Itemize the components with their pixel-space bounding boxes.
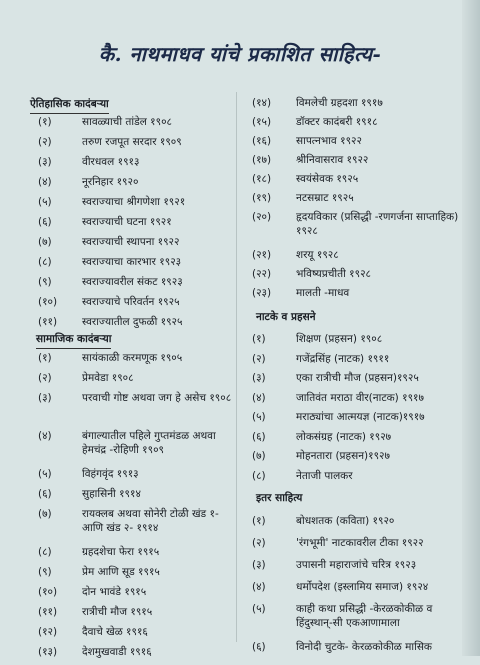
item-number: (६) [252, 641, 266, 653]
item-title: नटसम्राट १९२५ [296, 192, 354, 204]
list-item [250, 267, 465, 286]
list-item [250, 210, 465, 248]
section-heading-plays: नाटके व प्रहसने [256, 311, 316, 323]
item-number: (११) [38, 606, 58, 618]
list-item [250, 371, 465, 391]
item-title: दैवाचे खेळ १९१६ [82, 626, 148, 638]
item-title: प्रेम आणि सूड १९१५ [82, 566, 160, 578]
list-item [36, 625, 232, 645]
item-title: स्वराज्याचा श्रीगणेशा १९२१ [82, 196, 186, 208]
item-title: दोन भावंडे १९१५ [82, 586, 147, 598]
list-item [250, 514, 465, 536]
item-title: सावळ्याची तांडेल १९०८ [82, 116, 173, 128]
list-item [250, 115, 465, 134]
item-number: (१०) [38, 296, 58, 308]
list-item [36, 429, 232, 467]
item-number: (४) [38, 430, 52, 442]
item-title: लोकसंग्रह (नाटक) १९२७ [296, 430, 392, 443]
list-item [250, 469, 465, 489]
item-title: सुहासिनी १९१४ [82, 488, 141, 500]
item-number: (६) [38, 488, 52, 500]
social-novels-list [36, 351, 232, 665]
item-title: विमलेची ग्रहदशा १९१७ [296, 97, 383, 109]
list-item [250, 286, 465, 305]
list-item [250, 580, 465, 602]
item-title: देशमुखवाडी १९१६ [82, 646, 152, 658]
item-title: परवाची गोष्ट अथवा जग हे असेच १९०८ [82, 392, 232, 404]
list-item [36, 115, 232, 135]
list-item [36, 135, 232, 155]
column-divider [236, 92, 237, 642]
list-item [250, 602, 465, 640]
list-item [250, 332, 465, 352]
item-number: (३) [38, 392, 52, 404]
list-item [36, 351, 232, 371]
item-number: (८) [38, 546, 52, 558]
item-number: (१७) [252, 154, 272, 166]
social-novels-list-cont [250, 96, 465, 305]
item-title: वीरधवल १९१३ [82, 156, 140, 168]
item-number: (१९) [252, 192, 272, 204]
item-number: (१६) [252, 135, 272, 147]
list-item [36, 487, 232, 507]
item-title: काही कथा प्रसिद्धी -केरळकोकीळ व हिंदुस्थान्-सी एकआणामाला [296, 603, 433, 629]
list-item [250, 558, 465, 580]
item-number: (१५) [252, 116, 272, 128]
item-number: (१२) [38, 626, 58, 638]
item-number: (१८) [252, 173, 272, 185]
list-item [250, 430, 465, 450]
item-number: (९) [38, 276, 52, 288]
item-title: श्रीनिवासराव १९२२ [296, 154, 369, 166]
list-item [250, 134, 465, 153]
list-item [36, 255, 232, 275]
item-number: (१) [252, 333, 266, 345]
list-item [250, 536, 465, 558]
list-item [36, 195, 232, 215]
item-title: जातिवंत मराठा वीर(नाटक) १९१७ [296, 391, 424, 404]
list-item [36, 275, 232, 295]
item-number: (२) [38, 136, 52, 148]
list-item [36, 645, 232, 665]
plays-list [250, 332, 465, 488]
item-number: (२१) [252, 249, 272, 261]
item-title: स्वयंसेवक १९२५ [296, 173, 359, 185]
list-item [36, 295, 232, 315]
other-works-list [250, 514, 465, 662]
item-title: विहंगवृंद १९१३ [82, 468, 139, 480]
item-number: (१) [252, 515, 266, 527]
item-number: (७) [252, 450, 266, 462]
item-number: (३) [38, 156, 52, 168]
item-title: भविष्यप्रचीती १९२८ [296, 268, 371, 280]
list-item [36, 391, 232, 429]
item-title: नेताजी पालकर [296, 469, 353, 482]
item-title: विनोदी चुटके- केरळकोकीळ मासिक [296, 641, 432, 653]
page-title: कै. नाथमाधव यांचे प्रकाशित साहित्य- [98, 42, 382, 66]
item-number: (५) [38, 468, 52, 480]
item-number: (१) [38, 116, 52, 128]
item-title: धर्मोपदेश (इस्लामिय समाज) १९२४ [296, 581, 429, 593]
item-number: (३) [252, 372, 266, 384]
item-title: बोधशतक (कविता) १९२० [296, 515, 395, 527]
item-title: स्वराज्याची स्थापना १९२२ [82, 236, 180, 248]
item-title: मोहनतारा (प्रहसन)१९२७ [296, 450, 390, 462]
list-item [36, 215, 232, 235]
item-number: (७) [38, 236, 52, 248]
item-number: (२) [38, 372, 52, 384]
item-title: स्वराज्यावरील संकट १९२३ [82, 276, 183, 288]
item-number: (८) [38, 256, 52, 268]
list-item [250, 248, 465, 267]
item-number: (४) [38, 176, 52, 188]
list-item [36, 371, 232, 391]
item-title: हृदयविकार (प्रसिद्धी -रणगर्जना साप्ताहिक) १९२८ [296, 211, 459, 237]
list-item [250, 153, 465, 172]
item-title: सापत्नभाव १९२२ [296, 135, 362, 147]
list-item [250, 449, 465, 469]
item-title: 'रंगभूमी' नाटकावरील टीका १९२२ [296, 537, 424, 549]
list-item [250, 410, 465, 430]
item-number: (४) [252, 581, 266, 593]
item-number: (६) [38, 216, 52, 228]
list-item [36, 605, 232, 625]
item-number: (२) [252, 537, 266, 549]
item-title: बंगाल्यातील पहिले गुप्तमंडळ अथवा हेमचंद्र -रोहिणी १९०९ [82, 430, 216, 456]
item-title: तरुण रजपूत सरदार १९०९ [82, 136, 182, 148]
historical-novels-list [36, 115, 232, 335]
list-item [36, 467, 232, 487]
list-item [36, 155, 232, 175]
item-number: (३) [252, 559, 266, 571]
item-title: शरयू १९२८ [296, 249, 339, 261]
list-item [36, 507, 232, 545]
item-title: नूरनिहार १९२० [82, 176, 139, 188]
list-item [36, 585, 232, 605]
item-number: (५) [252, 603, 266, 615]
item-number: (५) [252, 411, 266, 423]
section-heading-social: सामाजिक कादंबऱ्या [36, 332, 111, 349]
item-title: मालती -माधव [296, 287, 350, 299]
item-number: (२२) [252, 268, 272, 280]
item-title: रायक्लब अथवा सोनेरी टोळी खंड १- आणि खंड २- १९१४ [82, 508, 219, 534]
list-item [250, 96, 465, 115]
item-title: प्रेमवेडा १९०८ [82, 372, 134, 384]
list-item [250, 191, 465, 210]
item-number: (५) [38, 196, 52, 208]
list-item [250, 172, 465, 191]
item-title: ग्रहदशेचा फेरा १९१५ [82, 546, 160, 558]
item-number: (१) [38, 352, 52, 364]
item-number: (७) [38, 508, 52, 520]
list-item [250, 352, 465, 372]
list-item [36, 565, 232, 585]
item-title: मराठ्यांचा आत्मयज्ञ (नाटक)१९१७ [296, 411, 425, 423]
list-item [36, 175, 232, 195]
item-title: स्वराज्याचा कारभार १९२३ [82, 256, 182, 268]
item-title: स्वराज्याची घटना १९२१ [82, 216, 172, 228]
item-number: (२३) [252, 287, 272, 299]
item-number: (२०) [252, 211, 272, 223]
list-item [36, 235, 232, 255]
item-title: शिक्षण (प्रहसन) १९०८ [296, 333, 383, 345]
item-title: रात्रीची मौज १९१५ [82, 606, 153, 618]
list-item [250, 391, 465, 411]
item-number: (१०) [38, 586, 58, 598]
item-title: उपासनी महाराजांचे चरित्र १९२३ [296, 559, 417, 571]
item-number: (१३) [38, 646, 58, 658]
item-title: स्वराज्याचे परिवर्तन १९२५ [82, 296, 180, 308]
item-title: सायंकाळी करमणूक १९०५ [82, 352, 183, 364]
section-heading-other: इतर साहित्य [256, 492, 303, 504]
item-number: (१४) [252, 97, 272, 109]
item-title: एका रात्रीची मौज (प्रहसन)१९२५ [296, 372, 419, 384]
item-title: गजेंद्रसिंह (नाटक) १९११ [296, 352, 390, 365]
item-title: स्वराज्यातील दुफळी १९२५ [82, 316, 183, 328]
list-item [36, 545, 232, 565]
item-number: (९) [38, 566, 52, 578]
item-number: (६) [252, 430, 266, 443]
section-heading-historical: ऐतिहासिक कादंबऱ्या [30, 97, 109, 114]
item-number: (२) [252, 352, 266, 365]
list-item [250, 640, 465, 662]
item-number: (११) [38, 316, 58, 328]
item-title: डॉक्टर कादंबरी १९१८ [296, 116, 378, 128]
item-number: (४) [252, 391, 266, 404]
item-number: (८) [252, 469, 266, 482]
